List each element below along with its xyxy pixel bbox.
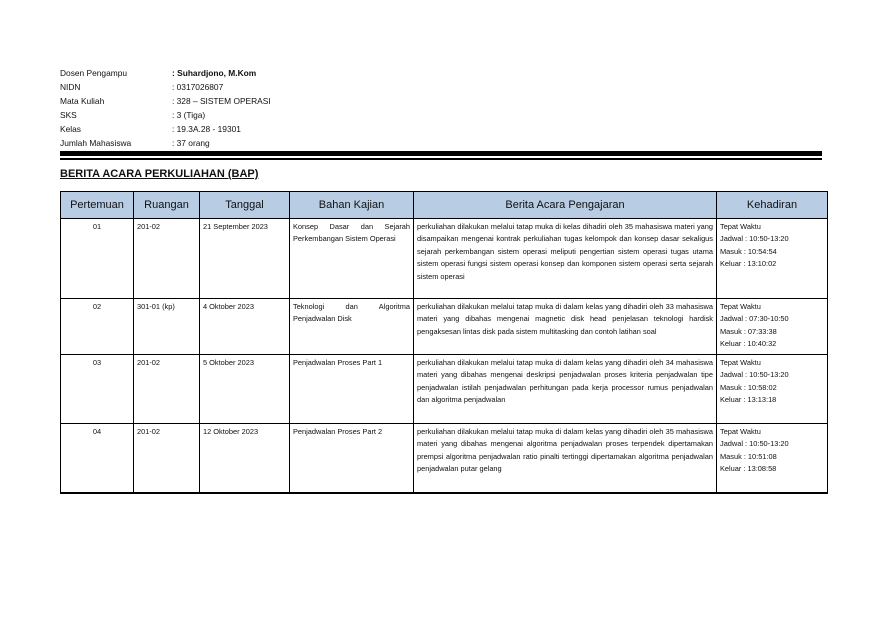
cell-kehadiran xyxy=(717,424,828,493)
cell-bahan-kajian: Penjadwalan Proses Part 1 xyxy=(290,355,414,424)
header-ruangan: Ruangan xyxy=(134,192,200,219)
header-kehadiran: Kehadiran xyxy=(717,192,828,219)
kehadiran-jadwal: Jadwal : 10:50-13:20 xyxy=(720,234,789,244)
kehadiran-jadwal: Jadwal : 10:50-13:20 xyxy=(720,370,789,380)
kehadiran-keluar: Keluar : 10:40:32 xyxy=(720,339,777,349)
kehadiran-jadwal: Jadwal : 07:30-10:50 xyxy=(720,314,789,324)
cell-ruangan: 201-02 xyxy=(134,424,200,493)
cell-ruangan: 201-02 xyxy=(134,355,200,424)
kehadiran-status: Tepat Waktu xyxy=(720,302,761,311)
course-info xyxy=(60,66,271,151)
table-row xyxy=(61,424,828,493)
cell-kehadiran xyxy=(717,355,828,424)
divider-thick xyxy=(60,151,822,156)
cell-tanggal: 21 September 2023 xyxy=(200,219,290,299)
info-row-sks xyxy=(60,108,271,122)
kehadiran-masuk: Masuk : 07:33:38 xyxy=(720,326,777,336)
header-tanggal: Tanggal xyxy=(200,192,290,219)
info-row-jumlah xyxy=(60,136,271,150)
table-row xyxy=(61,219,828,299)
cell-tanggal: 12 Oktober 2023 xyxy=(200,424,290,493)
bap-table xyxy=(60,191,828,494)
cell-pertemuan: 03 xyxy=(61,355,134,424)
kehadiran-status: Tepat Waktu xyxy=(720,222,761,231)
kehadiran-keluar: Keluar : 13:10:02 xyxy=(720,259,777,269)
info-label: SKS xyxy=(60,110,77,121)
info-label: Mata Kuliah xyxy=(60,96,105,107)
info-value: : 3 (Tiga) xyxy=(172,110,206,121)
kehadiran-masuk: Masuk : 10:54:54 xyxy=(720,246,777,256)
info-label: Dosen Pengampu xyxy=(60,68,128,78)
info-label: Jumlah Mahasiswa xyxy=(60,138,132,149)
kehadiran-status: Tepat Waktu xyxy=(720,358,761,367)
header-bahan-kajian: Bahan Kajian xyxy=(290,192,414,219)
info-value: : 19.3A.28 - 19301 xyxy=(172,124,241,135)
kehadiran-keluar: Keluar : 13:08:58 xyxy=(720,464,777,474)
cell-pertemuan: 02 xyxy=(61,299,134,355)
cell-ruangan: 201-02 xyxy=(134,219,200,299)
divider-thin xyxy=(60,158,822,160)
cell-pertemuan: 01 xyxy=(61,219,134,299)
kehadiran-status: Tepat Waktu xyxy=(720,427,761,436)
info-row-dosen xyxy=(60,66,271,80)
table-row xyxy=(61,299,828,355)
cell-bahan-kajian: Konsep Dasar dan Sejarah Perkembangan Sistem Operasi xyxy=(290,219,414,299)
info-value: : 328 – SISTEM OPERASI xyxy=(172,96,271,107)
cell-berita-acara: perkuliahan dilakukan melalui tatap muka di dalam kelas yang dihadiri oleh 35 mahasiswa materi yang dibahas mengenai algoritma penjadwalan proses terpendek dipertamakan prempsi algoritma penjadwalan ratio pinalti tertinggi dipertamakan algoritma penjadwalan penjadwalan putar gelang xyxy=(414,424,717,493)
kehadiran-keluar: Keluar : 13:13:18 xyxy=(720,395,777,405)
table-row xyxy=(61,355,828,424)
cell-berita-acara: perkuliahan dilakukan melalui tatap muka di kelas dihadiri oleh 35 mahasiswa materi yang disampaikan mengenai kontrak perkuliahan tugas kelompok dan konsep dasar sekaligus sejarah perkembangan sistem operasi meliputi pengertian sistem operasi tugas utama sistem operasi fungsi sistem operasi konsep dan komponen sistem operasi serta sejarah sistem operasi xyxy=(414,219,717,299)
cell-tanggal: 5 Oktober 2023 xyxy=(200,355,290,424)
header-berita-acara: Berita Acara Pengajaran xyxy=(414,192,717,219)
info-row-matkul xyxy=(60,94,271,108)
cell-bahan-kajian: Teknologi dan Algoritma Penjadwalan Disk xyxy=(290,299,414,355)
kehadiran-jadwal: Jadwal : 10:50-13:20 xyxy=(720,439,789,449)
cell-kehadiran xyxy=(717,219,828,299)
cell-berita-acara: perkuliahan dilakukan melalui tatap muka di dalam kelas yang dihadiri oleh 33 mahasiswa materi yang dibahas mengenai magnetic disk head penjelasan teknologi hardisk pengaksesan lintas disk pada sistem multitasking dan contoh latihan soal xyxy=(414,299,717,355)
cell-kehadiran xyxy=(717,299,828,355)
info-label: NIDN xyxy=(60,82,81,93)
info-row-kelas xyxy=(60,122,271,136)
cell-ruangan: 301-01 (kp) xyxy=(134,299,200,355)
info-value: : 0317026807 xyxy=(172,82,224,93)
header-pertemuan: Pertemuan xyxy=(61,192,134,219)
info-label: Kelas xyxy=(60,124,81,135)
document-title: BERITA ACARA PERKULIAHAN (BAP) xyxy=(60,168,259,180)
info-value: : Suhardjono, M.Kom xyxy=(172,68,257,78)
cell-tanggal: 4 Oktober 2023 xyxy=(200,299,290,355)
cell-bahan-kajian: Penjadwalan Proses Part 2 xyxy=(290,424,414,493)
info-value: : 37 orang xyxy=(172,138,210,149)
table-header-row xyxy=(61,192,828,219)
cell-pertemuan: 04 xyxy=(61,424,134,493)
kehadiran-masuk: Masuk : 10:51:08 xyxy=(720,451,777,461)
cell-berita-acara: perkuliahan dilakukan melalui tatap muka di dalam kelas yang dihadiri oleh 34 mahasiswa materi yang dibahas mengenai deskripsi penjadwalan proses kriteria penjadwalan tipe penjadwalan istilah penjadwalan perhitungan pada kerja processor rumus penjadwalan dan algoritma penjadwalan xyxy=(414,355,717,424)
kehadiran-masuk: Masuk : 10:58:02 xyxy=(720,382,777,392)
info-row-nidn xyxy=(60,80,271,94)
